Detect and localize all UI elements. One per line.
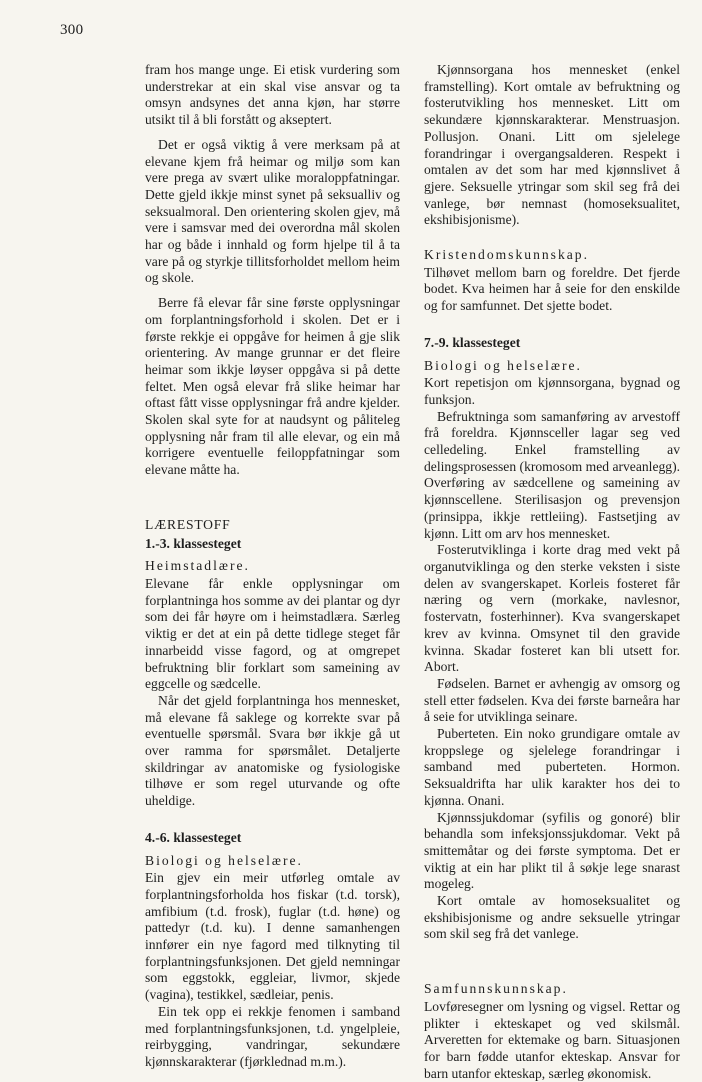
body-paragraph: Fødselen. Barnet er avhengig av omsorg og stell etter fødselen. Kva dei første barneåra har å seie for utviklinga seinare.: [424, 675, 680, 725]
body-paragraph: Elevane får enkle opplysningar om forplantninga hos somme av dei plantar og dyr som dei får høyre om i heimstadlæra. Særleg viktig er det at ein på dette tidlege steget får innarbeidd visse fagord, og at omgrepet befruktning blir forklart som sameining av eggcelle og sædcelle.: [145, 575, 400, 692]
body-paragraph: Puberteten. Ein noko grundigare omtale av kroppslege og sjelelege forandringar i samband med puberteten. Hormon. Seksualdrifta har ulik karakter hos dei to kjønna. Onani.: [424, 726, 680, 808]
page-number: 300: [60, 22, 84, 38]
body-paragraph: Kort omtale av homoseksualitet og ekshibisjonisme og andre seksuelle ytringar som skil seg frå det vanlege.: [424, 893, 680, 942]
body-paragraph: Kjønnsorgana hos mennesket (enkel framstelling). Kort omtale av befruktning og fosterutvikling hos mennesket. Litt om sekundære kjønnskarakterar. Menstruasjon. Pollusjon. Onani. Litt om sjelelege forandringar i overgangsalderen. Respekt i omtalen av det som har med kjønnslivet å gjere. Seksuelle ytringar som skil seg frå dei vanlege, bør nemnast (homoseksualitet, ekshibisjonisme).: [424, 62, 680, 228]
body-paragraph: Kort repetisjon om kjønnsorgana, bygnad og funksjon.: [424, 375, 680, 407]
subject-kristendom: Kristendomskunnskap.: [424, 247, 589, 263]
subject-samfunn: Samfunnskunnskap.: [424, 981, 568, 997]
body-paragraph: Fosterutviklinga i korte drag med vekt på organutviklinga og den sterke veksten i siste delen av svangerskapet. Korleis fosteret får næring og vern (morkake, navlesnor, fostervatn, fosterhinner). Kva svangerskapet krev av kvinna. Omsynet til den gravide kvinna. Skadar fosteret kan bli utsett for. Abort.: [424, 542, 680, 675]
grade-heading-1-3: 1.-3. klassesteget: [145, 535, 242, 551]
body-paragraph: Tilhøvet mellom barn og foreldre. Det fjerde bodet. Kva heimen har å seie for den enskilde og for samfunnet. Det sjette bodet.: [424, 264, 680, 314]
body-paragraph: Befruktninga som samanføring av arvestoff frå foreldra. Kjønnsceller lagar seg ved celledeling. Enkel framstelling av delingsprosessen (kromosom med arveanlegg). Overføring av sædcellene og sameining av kjønnscellene. Sterilisasjon og prevensjon (prinsippa, ikkje rettleiing). Fastsetjing av kjønn. Litt om arv hos mennesket.: [424, 408, 680, 541]
intro-paragraph: fram hos mange unge. Ei etisk vurdering som understrekar at ein skal vise ansvar og ta omsyn andsynes det anna kjøn, har større utsikt til å bli forstått og akseptert.: [145, 62, 400, 128]
body-paragraph: Lovføresegner om lysning og vigsel. Rettar og plikter i ekteskapet og ved skilsmål. Arveretten for ektemake og barn. Situasjonen for barn fødde utanfor ekteskap. Ansvar for barn utanfor ekteskap, særleg økonomisk.: [424, 998, 680, 1081]
grade-heading-7-9: 7.-9. klassesteget: [424, 334, 521, 350]
body-paragraph: Ein tek opp ei rekkje fenomen i samband med forplantningsfunksjonen, t.d. yngelpleie, reirbygging, vandringar, sekundære kjønnskarakterar (fjørklednad m.m.).: [145, 1003, 400, 1069]
grade-heading-4-6: 4.-6. klassesteget: [145, 829, 242, 845]
intro-paragraph: Berre få elevar får sine første opplysningar om forplantningsforhold i skolen. Det er i første rekkje ei oppgåve for heimen å gje slik orientering. Av mange grunnar er det fleire heimar som ikkje løyser oppgåva si på dette feltet. Men også elevar frå slike heimar har oftast fått visse opplysningar frå andre kjelder. Skolen skal syte for at naudsynt og påliteleg opplysning når fram til alle elevar, og ein må korrigere eventuelle feiloppfatningar som elevane måtte ha.: [145, 295, 400, 478]
subject-heimstadlaere: Heimstadlære.: [145, 558, 250, 574]
left-column: [145, 62, 400, 1071]
body-paragraph: Når det gjeld forplantninga hos mennesket, må elevane få saklege og korrekte svar på eventuelle spørsmål. Svara bør ikkje gå ut over ramma for spørsmålet. Detaljerte skildringar av anatomiske og fysiologiske tilhøve er som regel uturvande og ofte uheldige.: [145, 692, 400, 809]
laerestoff-title: LÆRESTOFF: [145, 516, 231, 532]
subject-biologi: Biologi og helselære.: [424, 357, 582, 373]
subject-biologi: Biologi og helselære.: [145, 852, 303, 868]
intro-paragraph: Det er også viktig å vere merksam på at elevane kjem frå heimar og miljø som kan vere prega av svært ulike moraloppfatningar. Dette gjeld ikkje minst synet på seksualliv og seksualmoral. Den orientering skolen gjev, må vere i samsvar med dei overordna mål skolen har og både i innhald og form hjelpe til å ta vare på og styrkje tillitsforholdet mellom heim og skole.: [145, 136, 400, 286]
body-paragraph: Ein gjev ein meir utførleg omtale av forplantningsforholda hos fiskar (t.d. torsk), amfibium (t.d. frosk), fuglar (t.d. høne) og pattedyr (t.d. ku). I denne samanhengen innfører ein nye fagord med tilknyting til forplantningsfunksjonen. Det gjeld nemningar som eggstokk, eggleiar, livmor, skjede (vagina), testikkel, sædleiar, penis.: [145, 870, 400, 1003]
right-column: [424, 62, 680, 1082]
body-paragraph: Kjønnssjukdomar (syfilis og gonoré) blir behandla som infeksjonssjukdomar. Vekt på smittemåtar og dei første symptoma. Det er viktig at ein har plikt til å søkje lege snarast mogeleg.: [424, 809, 680, 892]
